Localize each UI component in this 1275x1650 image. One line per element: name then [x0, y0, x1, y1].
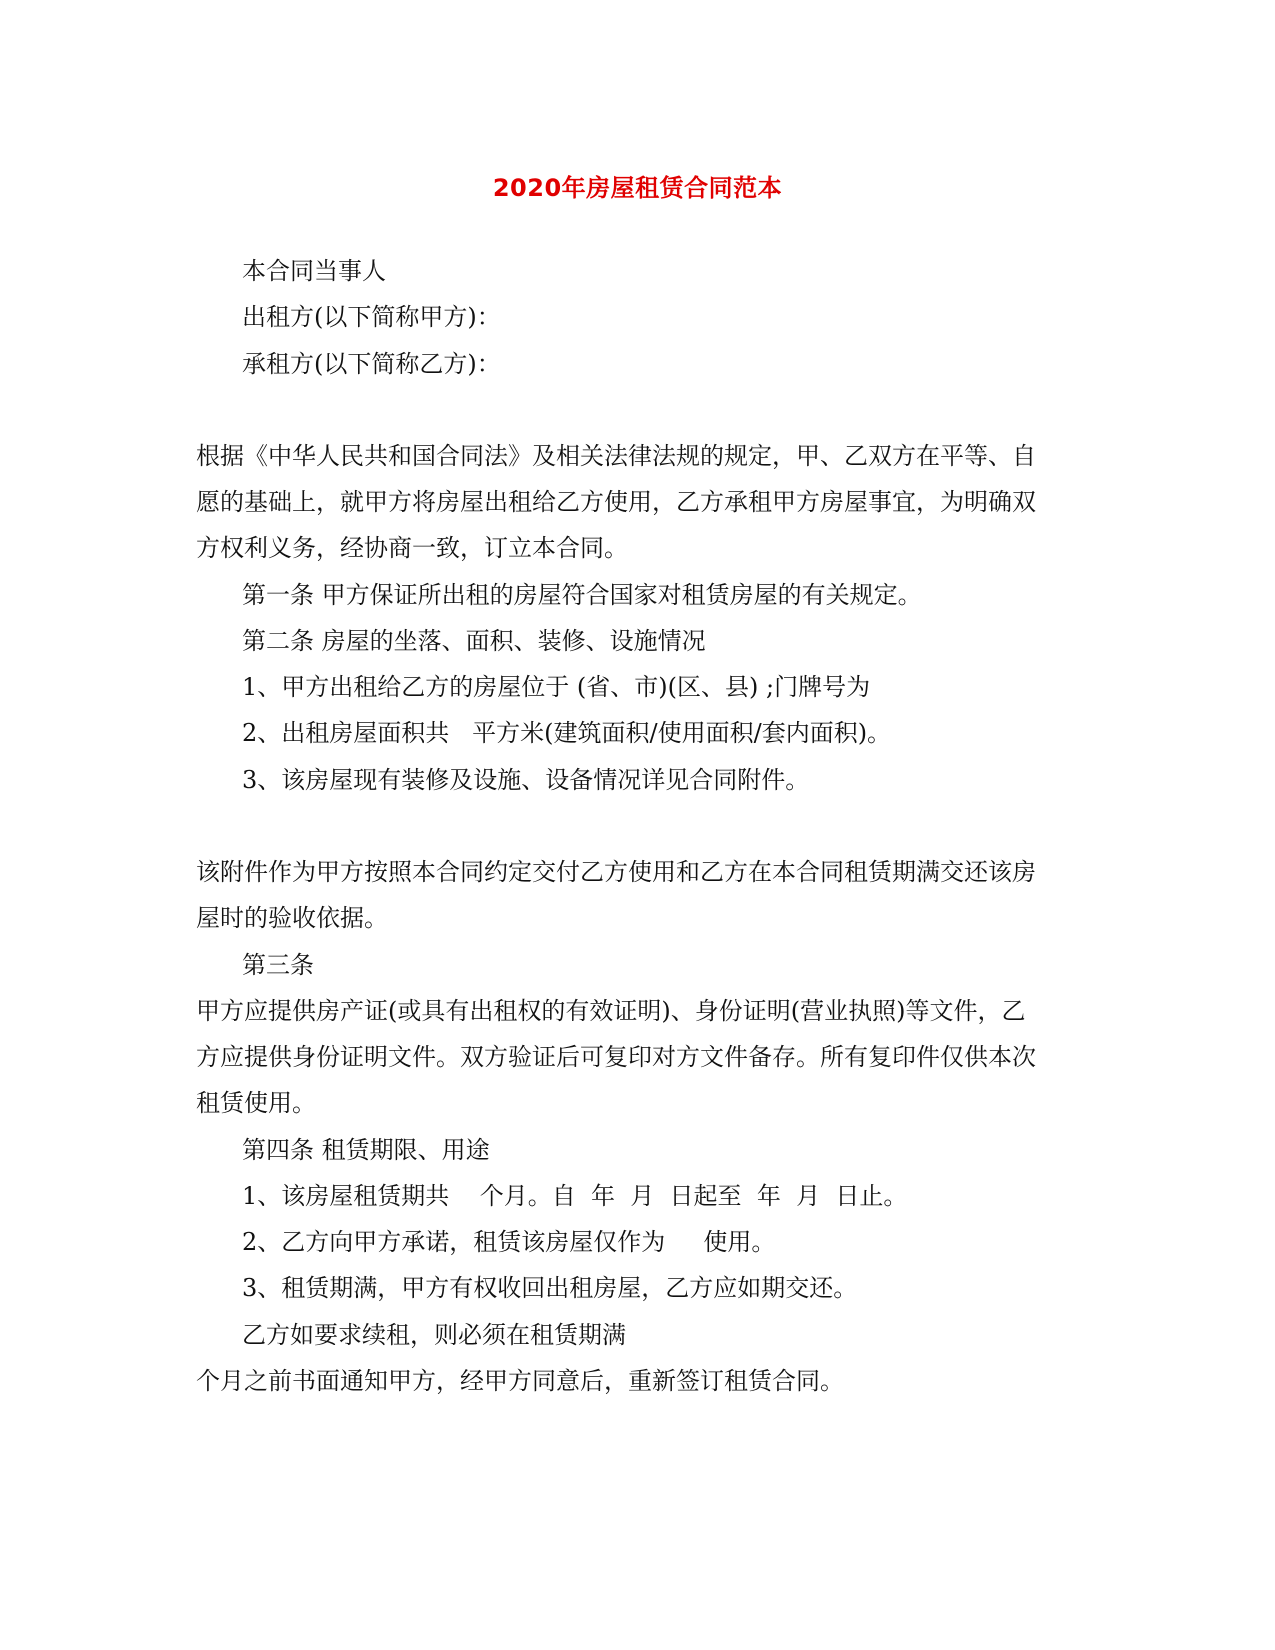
- article-4-item-1: 1、该房屋租赁期共 个月。自 年 月 日起至 年 月 日止。: [242, 1182, 908, 1210]
- document-title: 2020年房屋租赁合同范本: [492, 174, 783, 202]
- article-3-line-2: 方应提供身份证明文件。双方验证后可复印对方文件备存。所有复印件仅供本次: [196, 1043, 1036, 1071]
- lessee-line: 承租方(以下简称乙方)：: [242, 350, 501, 378]
- article-4-item-3: 3、租赁期满，甲方有权收回出租房屋，乙方应如期交还。: [242, 1274, 858, 1302]
- article-1: 第一条 甲方保证所出租的房屋符合国家对租赁房屋的有关规定。: [242, 581, 922, 609]
- attachment-line-1: 该附件作为甲方按照本合同约定交付乙方使用和乙方在本合同租赁期满交还该房: [196, 858, 1036, 886]
- lessor-line: 出租方(以下简称甲方)：: [242, 303, 501, 331]
- article-2-heading: 第二条 房屋的坐落、面积、装修、设施情况: [242, 627, 706, 655]
- article-3-heading: 第三条: [242, 951, 314, 979]
- article-3-line-3: 租赁使用。: [196, 1089, 316, 1117]
- attachment-line-2: 屋时的验收依据。: [196, 904, 388, 932]
- article-3-line-1: 甲方应提供房产证(或具有出租权的有效证明)、身份证明(营业执照)等文件，乙: [196, 997, 1026, 1025]
- renewal-line-2: 个月之前书面通知甲方，经甲方同意后，重新签订租赁合同。: [196, 1367, 844, 1395]
- preamble-line-2: 愿的基础上，就甲方将房屋出租给乙方使用，乙方承租甲方房屋事宜，为明确双: [196, 488, 1036, 516]
- preamble-line-3: 方权利义务，经协商一致，订立本合同。: [196, 534, 628, 562]
- article-2-item-2: 2、出租房屋面积共 平方米(建筑面积/使用面积/套内面积)。: [242, 719, 892, 747]
- article-2-item-1: 1、甲方出租给乙方的房屋位于 (省、市)(区、县) ;门牌号为: [242, 673, 871, 701]
- article-2-item-3: 3、该房屋现有装修及设施、设备情况详见合同附件。: [242, 766, 810, 794]
- parties-heading: 本合同当事人: [242, 257, 386, 285]
- article-4-heading: 第四条 租赁期限、用途: [242, 1136, 490, 1164]
- article-4-item-2: 2、乙方向甲方承诺，租赁该房屋仅作为 使用。: [242, 1228, 776, 1256]
- renewal-line-1: 乙方如要求续租，则必须在租赁期满: [242, 1321, 626, 1349]
- preamble-line-1: 根据《中华人民共和国合同法》及相关法律法规的规定，甲、乙双方在平等、自: [196, 442, 1036, 470]
